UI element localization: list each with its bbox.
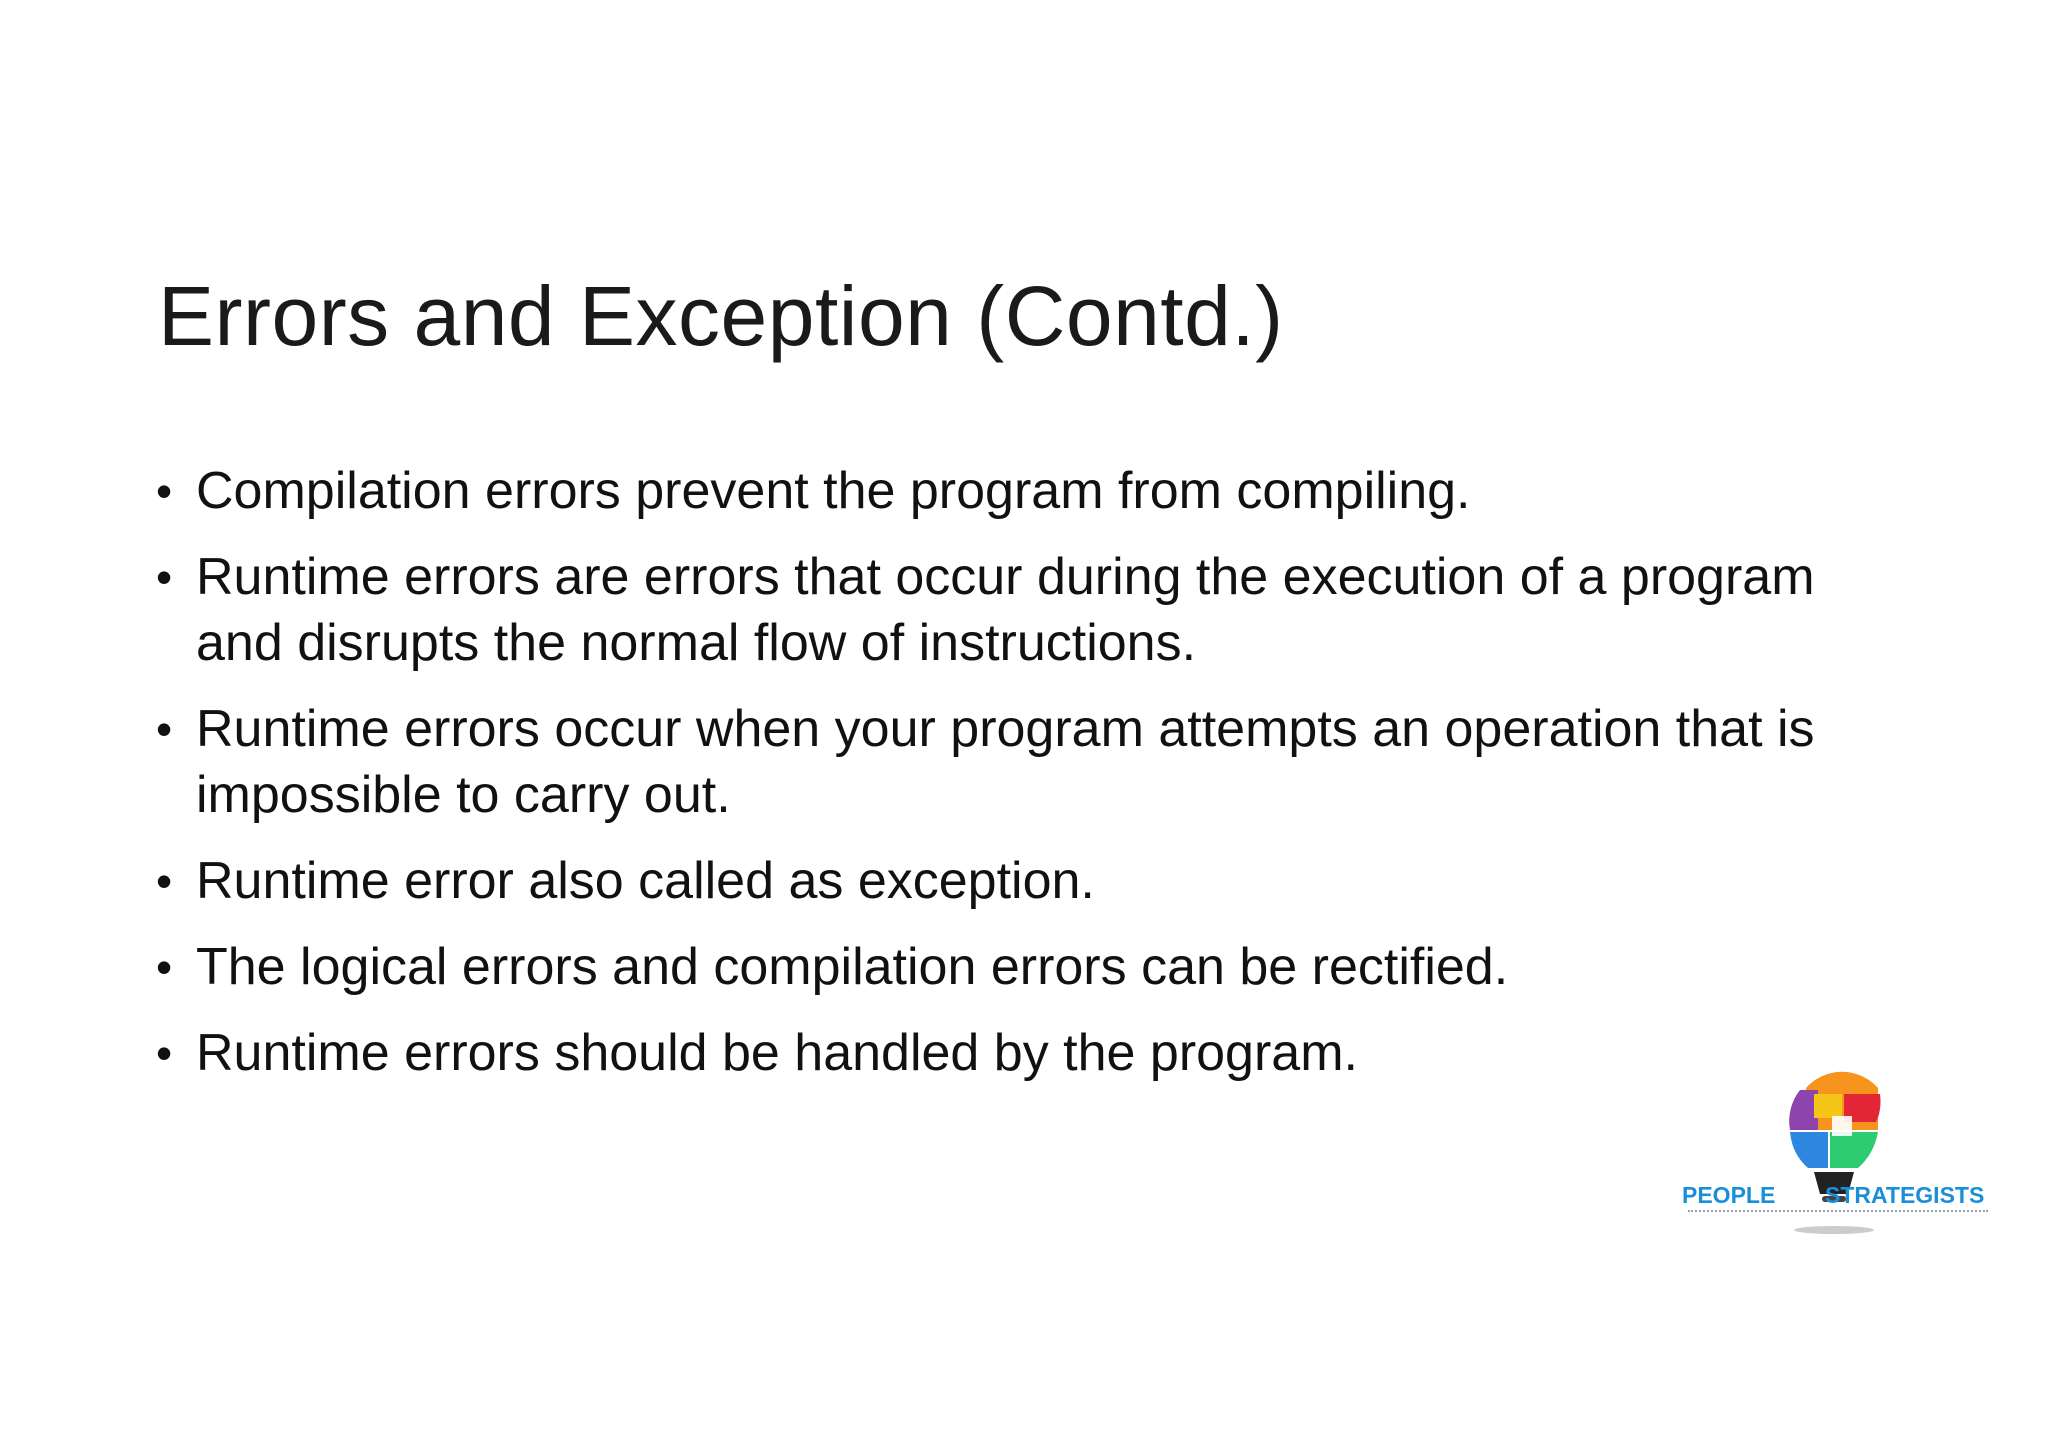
bullet-text: Runtime errors are errors that occur during the execution of a program and disrupts the normal flow of instructions. — [196, 548, 1815, 672]
company-logo — [1682, 1060, 1992, 1240]
bullet-list — [150, 458, 1910, 1106]
bullet-item — [150, 458, 1910, 524]
bullet-dot-icon: • — [156, 551, 173, 603]
bullet-item — [150, 848, 1910, 914]
bullet-text: Runtime errors occur when your program attempts an operation that is impossible to carry out. — [196, 700, 1815, 824]
bullet-dot-icon: • — [156, 703, 173, 755]
logo-word-left: PEOPLE — [1682, 1182, 1776, 1208]
bullet-item — [150, 934, 1910, 1000]
bullet-dot-icon: • — [156, 1027, 173, 1079]
bullet-item — [150, 1020, 1910, 1086]
bullet-dot-icon: • — [156, 465, 173, 517]
bullet-text: Compilation errors prevent the program from compiling. — [196, 462, 1471, 520]
bullet-dot-icon: • — [156, 941, 173, 993]
bullet-dot-icon: • — [156, 855, 173, 907]
bullet-text: The logical errors and compilation errors can be rectified. — [196, 938, 1509, 996]
logo-tagline — [1688, 1210, 1988, 1216]
bullet-item — [150, 544, 1910, 676]
bullet-text: Runtime error also called as exception. — [196, 852, 1095, 910]
slide-title: Errors and Exception (Contd.) — [158, 269, 1284, 363]
logo-word-right: STRATEGISTS — [1825, 1182, 1985, 1208]
bullet-text: Runtime errors should be handled by the program. — [196, 1024, 1358, 1082]
bullet-item — [150, 696, 1910, 828]
